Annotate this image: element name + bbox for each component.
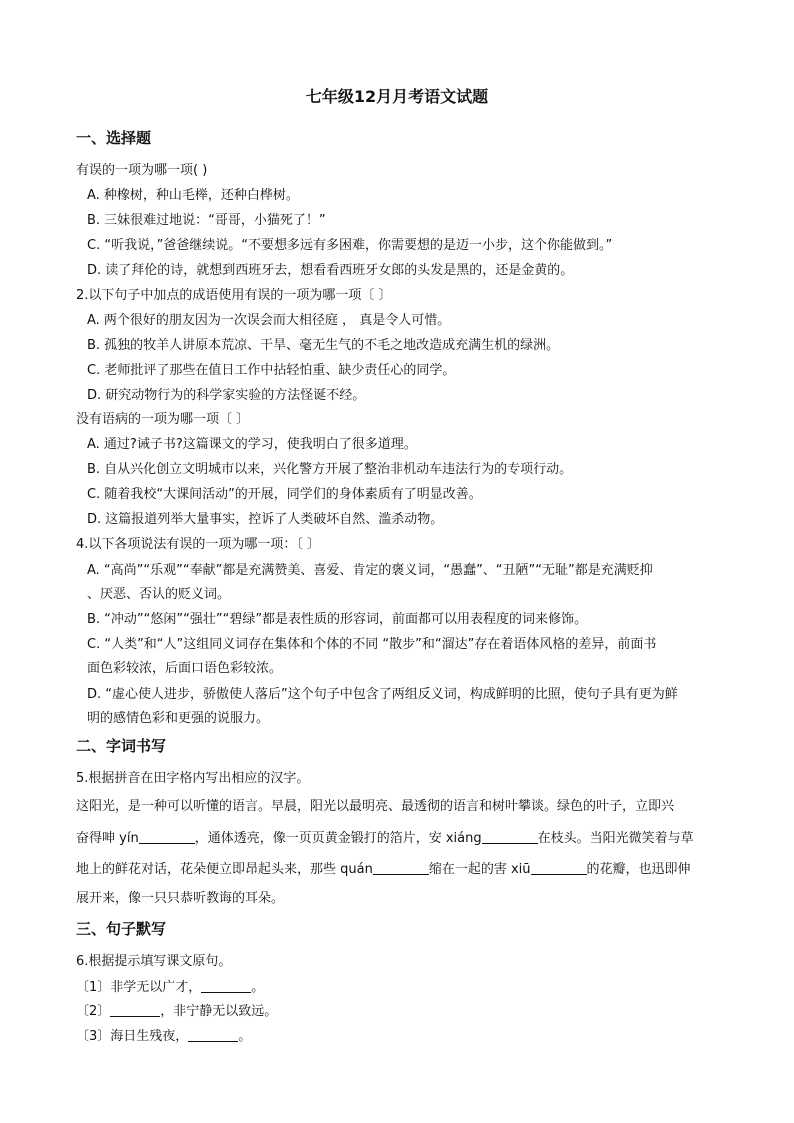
answer-blank[interactable] — [373, 860, 429, 875]
question-3-option-a: A. 通过?诫子书?这篇课文的学习，使我明白了很多道理。 — [87, 437, 417, 452]
question-1-option-c: C. “听我说，”爸爸继续说。“不要想多远有多困难，你需要想的是迈一小步，这个你能做到。” — [87, 238, 613, 253]
question-1-stem: 有误的一项为哪一项( ) — [76, 163, 208, 178]
section-heading-recitation: 三、句子默写 — [76, 920, 167, 938]
question-2-option-d: D. 研究动物行为的科学家实验的方法怪诞不经。 — [87, 388, 366, 403]
question-5-passage-line-4: 展开来，像一只只恭听教诲的耳朵。 — [76, 891, 285, 906]
question-4-option-c: C. “人类”和“人”这组同义词存在集体和个体的不同 “散步”和“溜达”存在着语体风格的差异，前面书 — [87, 637, 657, 652]
question-4-stem: 4.以下各项说法有误的一项为哪一项：〔 〕 — [76, 537, 321, 552]
question-3-stem: 没有语病的一项为哪一项〔 〕 — [76, 412, 250, 427]
passage-text: 在枝头。当阳光微笑着与草 — [537, 831, 694, 846]
pinyin-prompt: 奋得呻 yín — [76, 831, 139, 846]
question-5-passage-line-2 — [76, 829, 694, 848]
question-4-option-a-cont: 、厌恶、否认的贬义词。 — [87, 587, 231, 602]
answer-blank[interactable] — [139, 829, 195, 844]
question-1-option-a: A. 种橡树，种山毛榉，还种白桦树。 — [87, 188, 299, 203]
question-4-option-a: A. “高尚”“乐观”“奉献”都是充满赞美、喜爱、肯定的褒义词，“愚蠢”、“丑陋”“无耻”都是充满贬抑 — [87, 563, 653, 578]
item-text: 〔2〕 — [76, 1004, 111, 1019]
section-heading-choice: 一、选择题 — [76, 129, 152, 147]
question-5-passage-line-1: 这阳光，是一种可以听懂的语言。早晨，阳光以最明亮、最透彻的语言和树叶攀谈。绿色的叶子，立即兴 — [76, 799, 675, 814]
item-text: 〔3〕海日生残夜， — [76, 1029, 189, 1044]
question-6-item-3 — [76, 1027, 251, 1046]
question-2-option-a: A. 两个很好的朋友因为一次误会而大相径庭 ， 真是令人可惜。 — [87, 313, 451, 328]
question-6-item-1 — [76, 978, 264, 997]
answer-blank[interactable] — [110, 1002, 160, 1017]
question-5-stem: 5.根据拼音在田字格内写出相应的汉字。 — [76, 771, 310, 786]
question-2-option-c: C. 老师批评了那些在值日工作中拈轻怕重、缺少责任心的同学。 — [87, 363, 456, 378]
question-6-stem: 6.根据提示填写课文原句。 — [76, 954, 232, 969]
item-text: 。 — [238, 1029, 252, 1044]
answer-blank[interactable] — [531, 860, 587, 875]
question-4-option-b: B. “冲动”“悠闲”“强壮”“碧绿”都是表性质的形容词，前面都可以用表程度的词来修饰。 — [87, 612, 588, 627]
question-4-option-d: D. “虚心使人进步，骄傲使人落后”这个句子中包含了两组反义词，构成鲜明的比照，使句子具有更为鲜 — [87, 687, 678, 702]
question-1-option-b: B. 三妹很难过地说：“哥哥，小猫死了！” — [87, 213, 326, 228]
pinyin-prompt: 缩在一起的害 xiū — [428, 862, 531, 877]
item-text: 。 — [251, 980, 265, 995]
question-3-option-d: D. 这篇报道列举大量事实，控诉了人类破坏自然、滥杀动物。 — [87, 512, 444, 527]
question-2-stem: 2.以下句子中加点的成语使用有误的一项为哪一项〔 〕 — [76, 288, 392, 303]
question-5-passage-line-3 — [76, 860, 691, 879]
passage-text: 的花瓣，也迅即伸 — [586, 862, 691, 877]
answer-blank[interactable] — [201, 978, 251, 993]
item-text: 〔1〕非学无以广才， — [76, 980, 202, 995]
question-3-option-b: B. 自从兴化创立文明城市以来，兴化警方开展了整治非机动车违法行为的专项行动。 — [87, 462, 573, 477]
question-1-option-d: D. 读了拜伦的诗，就想到西班牙去，想看看西班牙女郎的头发是黑的，还是金黄的。 — [87, 263, 574, 278]
question-3-option-c: C. 随着我校“大课间活动”的开展，同学们的身体素质有了明显改善。 — [87, 487, 482, 502]
question-2-option-b: B. 孤独的牧羊人讲原本荒凉、干旱、毫无生气的不毛之地改造成充满生机的绿洲。 — [87, 338, 560, 353]
question-4-option-d-cont: 明的感情色彩和更强的说服力。 — [87, 711, 270, 726]
pinyin-prompt: ，通体透亮，像一页页黄金锻打的箔片，安 xiáng — [194, 831, 482, 846]
section-heading-writing: 二、字词书写 — [76, 737, 167, 755]
item-text: ，非宁静无以致远。 — [160, 1004, 278, 1019]
answer-blank[interactable] — [188, 1027, 238, 1042]
pinyin-prompt: 地上的鲜花对话，花朵便立即昂起头来，那些 quán — [76, 862, 373, 877]
question-4-option-c-cont: 面色彩较浓，后面口语色彩较浓。 — [87, 661, 283, 676]
answer-blank[interactable] — [482, 829, 538, 844]
question-6-item-2 — [76, 1002, 277, 1021]
doc-title: 七年级12月月考语文试题 — [305, 87, 489, 106]
